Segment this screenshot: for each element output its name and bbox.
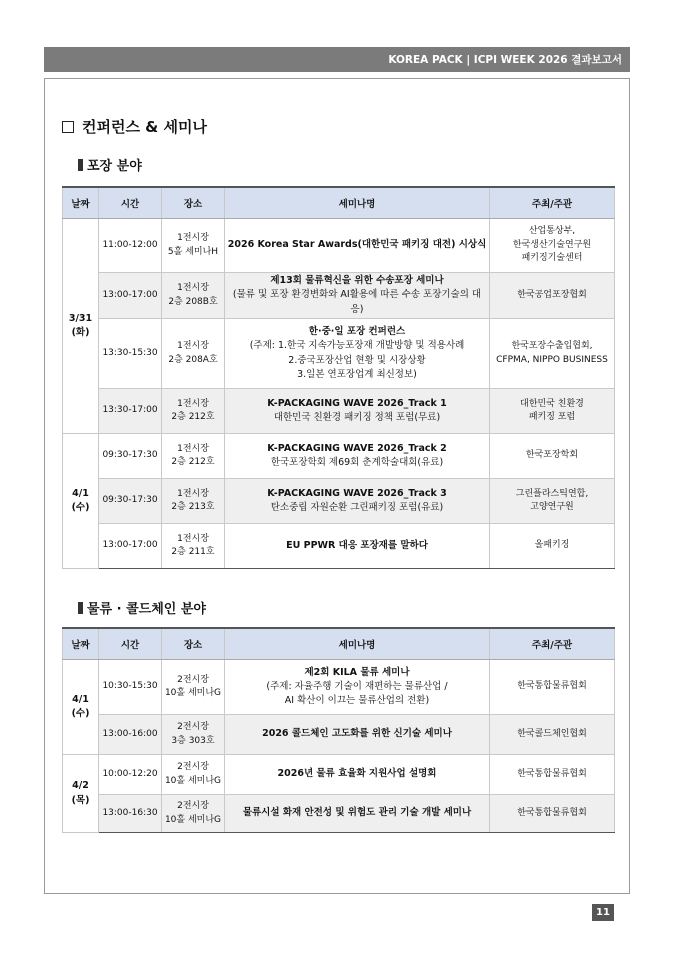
cell-line: 한국공업포장협회: [517, 289, 587, 300]
place-cell: [162, 219, 225, 273]
cell-line: 4/1: [72, 487, 89, 499]
table-header-row: [63, 187, 615, 219]
cell-line: 1전시장: [177, 443, 209, 454]
host-cell: [490, 434, 615, 479]
date-cell: [63, 434, 99, 569]
cell-line: 2층 208A호: [168, 354, 218, 365]
place-cell: [162, 273, 225, 319]
place-cell: [162, 389, 225, 434]
place-cell: [162, 479, 225, 524]
page-number: [592, 904, 614, 921]
time-cell: 13:00-16:00: [99, 715, 162, 755]
time-cell: 13:30-17:00: [99, 389, 162, 434]
place-cell: [162, 795, 225, 833]
cell-line: 2전시장: [177, 801, 209, 811]
cell-line: 4/2: [72, 780, 89, 792]
cell-line: 2층 212호: [171, 412, 215, 422]
cell-line: (주제: 1.한국 지속가능포장재 개발방향 및 적용사례: [249, 340, 465, 352]
cell-line: 한국생산기술연구원: [512, 239, 592, 250]
seminar-name-cell: [225, 479, 490, 524]
cell-line: 산업통상부,: [528, 226, 576, 237]
place-cell: [162, 755, 225, 795]
report-header-title: KOREA PACK | ICPI WEEK 2026 결과보고서: [388, 54, 622, 66]
cell-line: 패키징 포럼: [528, 412, 576, 422]
seminar-name-cell: [225, 319, 490, 389]
cell-line: (수): [71, 502, 90, 513]
cell-line: 2026 콜드체인 고도화를 위한 신기술 세미나: [262, 728, 452, 740]
cell-line: 한국통합물류협회: [517, 768, 587, 779]
cell-line: 한국통합물류협회: [517, 807, 587, 818]
report-header: [44, 47, 630, 72]
host-cell: [490, 273, 615, 319]
cell-line: 2층 213호: [171, 502, 215, 512]
column-header: 날짜: [63, 187, 99, 219]
cell-line: CFPMA, NIPPO BUSINESS: [496, 354, 608, 365]
cell-line: AI 확산이 이끄는 물류산업의 전환): [284, 695, 430, 707]
cell-line: 고양연구원: [530, 502, 574, 512]
main-title: [62, 116, 207, 137]
place-cell: [162, 319, 225, 389]
packaging-schedule-table: [62, 186, 615, 569]
time-cell: 09:30-17:30: [99, 434, 162, 479]
column-header: 시간: [99, 187, 162, 219]
host-cell: [490, 660, 615, 715]
place-cell: [162, 660, 225, 715]
cell-line: 제13회 물류혁신을 위한 수송포장 세미나: [270, 275, 444, 287]
cell-line: (화): [71, 327, 90, 338]
time-cell: 09:30-17:30: [99, 479, 162, 524]
section-title: [78, 598, 206, 617]
time-cell: 13:00-17:00: [99, 524, 162, 569]
column-header: 세미나명: [225, 187, 490, 219]
section-title-text: 포장 분야: [87, 159, 142, 174]
cell-line: 대한민국 친환경: [520, 398, 584, 409]
time-cell: 10:30-15:30: [99, 660, 162, 715]
column-header: 장소: [162, 187, 225, 219]
table-row: [63, 755, 615, 795]
time-cell: 13:30-15:30: [99, 319, 162, 389]
seminar-name-cell: [225, 715, 490, 755]
section-title: [78, 155, 142, 174]
time-cell: 11:00-12:00: [99, 219, 162, 273]
table-row: [63, 715, 615, 755]
cell-line: 2전시장: [177, 674, 209, 685]
cell-line: 2026 Korea Star Awards(대한민국 패키징 대전) 시상식: [227, 239, 487, 251]
logistics-schedule-table: [62, 627, 615, 833]
seminar-name-cell: [225, 434, 490, 479]
table-header-row: [63, 628, 615, 660]
host-cell: [490, 389, 615, 434]
cell-line: 한·중·일 포장 컨퍼런스: [308, 326, 406, 337]
cell-line: 1전시장: [177, 488, 209, 499]
table-row: [63, 479, 615, 524]
cell-line: 한국포장학회 제69회 춘계학술대회(유료): [270, 457, 444, 468]
cell-line: 3층 303호: [171, 735, 215, 746]
checkbox-icon: [62, 121, 74, 133]
host-cell: [490, 755, 615, 795]
column-header: 시간: [99, 628, 162, 660]
section-title-text: 물류 · 콜드체인 분야: [87, 602, 206, 617]
page-number-text: 11: [596, 907, 610, 918]
cell-line: 3.일본 연포장업계 최신정보): [297, 368, 417, 380]
column-header: 주최/주관: [490, 628, 615, 660]
seminar-name-cell: [225, 524, 490, 569]
square-bullet-icon: [78, 602, 83, 614]
cell-line: 대한민국 친환경 패키징 정책 포럼(무료): [273, 412, 441, 423]
cell-line: 2전시장: [177, 722, 209, 732]
table-row: [63, 319, 615, 389]
cell-line: 10홀 세미나G: [164, 814, 222, 825]
host-cell: [490, 715, 615, 755]
column-header: 날짜: [63, 628, 99, 660]
column-header: 세미나명: [225, 628, 490, 660]
date-cell: [63, 219, 99, 434]
cell-line: 2층 211호: [171, 547, 215, 557]
cell-line: (수): [71, 708, 90, 719]
date-cell: [63, 660, 99, 755]
time-cell: 13:00-16:30: [99, 795, 162, 833]
seminar-name-cell: [225, 273, 490, 319]
table-row: [63, 524, 615, 569]
table-row: [63, 434, 615, 479]
seminar-name-cell: [225, 219, 490, 273]
cell-line: 한국포장학회: [525, 450, 579, 461]
cell-line: 그린플라스틱연합,: [515, 488, 589, 499]
cell-line: 2026년 물류 효율화 지원사업 설명회: [277, 768, 437, 780]
place-cell: [162, 715, 225, 755]
cell-line: 1전시장: [177, 398, 209, 409]
host-cell: [490, 319, 615, 389]
table-row: [63, 795, 615, 833]
place-cell: [162, 434, 225, 479]
cell-line: 제2회 KILA 물류 세미나: [304, 666, 410, 678]
cell-line: (물류 및 포장 환경변화와 AI활용에 따른 수송 포장기술의 대응): [232, 289, 482, 315]
table-row: [63, 660, 615, 715]
column-header: 장소: [162, 628, 225, 660]
cell-line: 1전시장: [177, 233, 209, 243]
cell-line: (주제: 자율주행 기술이 재편하는 물류산업 /: [266, 680, 448, 692]
cell-line: K-PACKAGING WAVE 2026_Track 1: [267, 397, 447, 409]
cell-line: K-PACKAGING WAVE 2026_Track 2: [267, 442, 447, 454]
cell-line: 2.중국포장산업 현황 및 시장상황: [288, 354, 426, 366]
table-row: [63, 389, 615, 434]
column-header: 주최/주관: [490, 187, 615, 219]
cell-line: 물류시설 화재 안전성 및 위험도 관리 기술 개발 세미나: [242, 807, 472, 819]
cell-line: 탄소중립 자원순환 그린패키징 포럼(유료): [270, 502, 444, 513]
cell-line: (목): [71, 794, 90, 806]
cell-line: 10홀 세미나G: [164, 688, 222, 698]
cell-line: 2층 212호: [171, 457, 215, 467]
seminar-name-cell: [225, 755, 490, 795]
cell-line: 10홀 세미나G: [164, 775, 222, 786]
seminar-name-cell: [225, 795, 490, 833]
date-cell: [63, 755, 99, 833]
cell-line: 한국포장수출입협회,: [511, 341, 593, 351]
square-bullet-icon: [78, 159, 83, 171]
cell-line: 3/31: [68, 312, 93, 324]
main-title-text: 컨퍼런스 & 세미나: [82, 118, 207, 136]
cell-line: 올패키징: [534, 540, 570, 551]
cell-line: 2층 208B호: [168, 296, 218, 307]
time-cell: 10:00-12:20: [99, 755, 162, 795]
cell-line: K-PACKAGING WAVE 2026_Track 3: [267, 487, 447, 499]
host-cell: [490, 795, 615, 833]
cell-line: 1전시장: [177, 533, 209, 544]
cell-line: 1전시장: [177, 341, 209, 351]
cell-line: 한국콜드체인협회: [517, 728, 587, 739]
table-row: [63, 273, 615, 319]
cell-line: 한국통합물류협회: [517, 681, 587, 692]
cell-line: 패키징기술센터: [521, 253, 583, 264]
table-row: [63, 219, 615, 273]
cell-line: 2전시장: [177, 762, 209, 772]
host-cell: [490, 479, 615, 524]
place-cell: [162, 524, 225, 569]
cell-line: EU PPWR 대응 포장재를 말하다: [286, 539, 428, 551]
time-cell: 13:00-17:00: [99, 273, 162, 319]
host-cell: [490, 219, 615, 273]
cell-line: 4/1: [72, 693, 89, 705]
host-cell: [490, 524, 615, 569]
seminar-name-cell: [225, 660, 490, 715]
cell-line: 5홀 세미나H: [167, 246, 219, 257]
cell-line: 1전시장: [177, 283, 209, 293]
seminar-name-cell: [225, 389, 490, 434]
